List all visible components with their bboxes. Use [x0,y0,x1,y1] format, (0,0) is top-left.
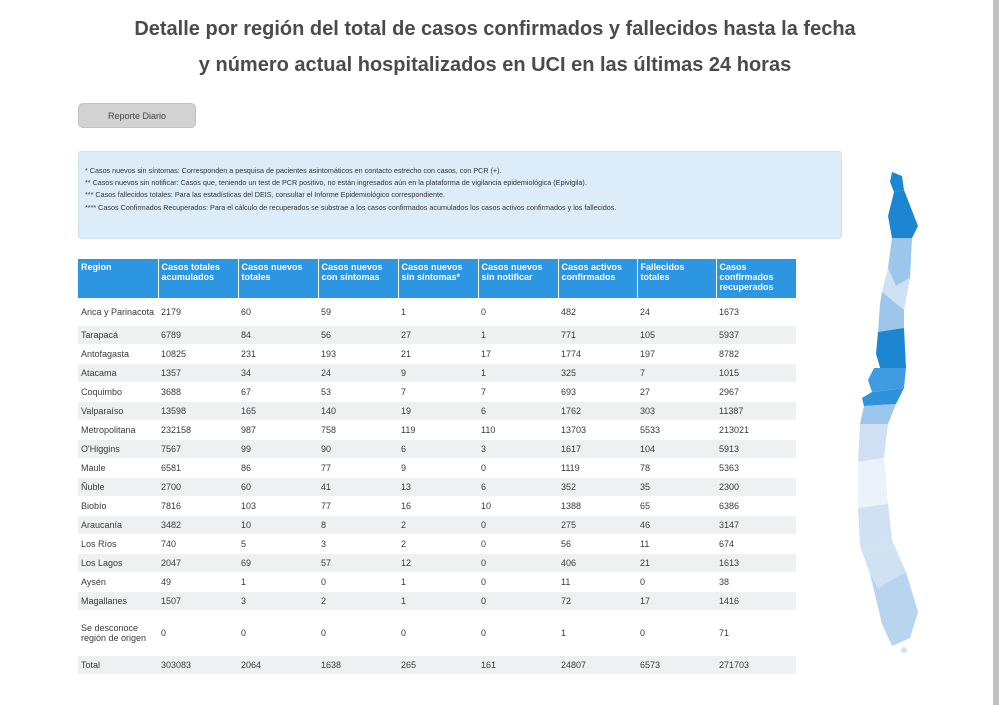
note-unnotified: ** Casos nuevos sin notificar: Casos que, teniendo un test de PCR positivo, no están ingresados aún en la plataforma de vigilancia epidemiológica (Epivigila). [85,178,587,188]
value-cell: 71 [716,611,796,656]
value-cell: 0 [478,516,558,535]
value-cell: 24 [637,298,716,326]
region-name-cell: Los Ríos [78,535,158,554]
table-row [78,592,796,611]
value-cell: 197 [637,345,716,364]
value-cell: 10825 [158,345,238,364]
value-cell: 24807 [558,656,637,675]
value-cell: 13703 [558,421,637,440]
value-cell: 11387 [716,402,796,421]
value-cell: 5363 [716,459,796,478]
value-cell: 60 [238,298,318,326]
table-header-row [78,259,796,298]
table-row [78,364,796,383]
column-header: Fallecidos totales [637,259,716,298]
value-cell: 56 [318,326,398,345]
value-cell: 77 [318,497,398,516]
value-cell: 1617 [558,440,637,459]
value-cell: 5533 [637,421,716,440]
value-cell: 17 [478,345,558,364]
value-cell: 265 [398,656,478,675]
table-row [78,421,796,440]
value-cell: 59 [318,298,398,326]
value-cell: 110 [478,421,558,440]
value-cell: 2 [398,535,478,554]
value-cell: 1015 [716,364,796,383]
map-region-ohiggins [862,388,904,406]
value-cell: 1 [558,611,637,656]
value-cell: 1416 [716,592,796,611]
value-cell: 2 [398,516,478,535]
value-cell: 1 [478,326,558,345]
value-cell: 1 [398,298,478,326]
value-cell: 693 [558,383,637,402]
value-cell: 232158 [158,421,238,440]
region-name-cell: Ñuble [78,478,158,497]
map-region-tarapaca [888,190,918,238]
table-total-row [78,656,796,675]
map-region-arica [890,172,904,192]
table-row [78,383,796,402]
value-cell: 1388 [558,497,637,516]
value-cell: 482 [558,298,637,326]
value-cell: 0 [478,592,558,611]
map-region-valparaiso [876,328,906,374]
value-cell: 3 [478,440,558,459]
value-cell: 0 [238,611,318,656]
value-cell: 352 [558,478,637,497]
region-name-cell: Metropolitana [78,421,158,440]
region-name-cell: Araucanía [78,516,158,535]
value-cell: 325 [558,364,637,383]
value-cell: 1774 [558,345,637,364]
value-cell: 24 [318,364,398,383]
value-cell: 72 [558,592,637,611]
value-cell: 1507 [158,592,238,611]
value-cell: 3147 [716,516,796,535]
value-cell: 9 [398,364,478,383]
notes-panel [78,151,842,239]
map-region-nuble-biobio [858,424,888,462]
value-cell: 7 [478,383,558,402]
value-cell: 0 [478,573,558,592]
map-region-metropolitana [868,368,906,392]
value-cell: 406 [558,554,637,573]
value-cell: 10 [478,497,558,516]
value-cell: 0 [478,298,558,326]
note-deceased: *** Casos fallecidos totales: Para las estadísticas del DEIS, consultar el Informe Epidemiológico correspondiente. [85,190,445,200]
value-cell: 674 [716,535,796,554]
table-row [78,326,796,345]
value-cell: 0 [158,611,238,656]
value-cell: 2179 [158,298,238,326]
value-cell: 56 [558,535,637,554]
value-cell: 6 [398,440,478,459]
value-cell: 9 [398,459,478,478]
region-name-cell: Atacama [78,364,158,383]
value-cell: 7 [637,364,716,383]
value-cell: 99 [238,440,318,459]
value-cell: 987 [238,421,318,440]
chile-regions-map [848,168,928,658]
right-scrollbar[interactable] [993,0,999,705]
region-name-cell: Aysén [78,573,158,592]
value-cell: 2967 [716,383,796,402]
value-cell: 1 [398,592,478,611]
region-name-cell: Biobío [78,497,158,516]
value-cell: 0 [398,611,478,656]
value-cell: 6 [478,478,558,497]
value-cell: 6386 [716,497,796,516]
value-cell: 1357 [158,364,238,383]
value-cell: 84 [238,326,318,345]
column-header: Casos nuevos con síntomas [318,259,398,298]
value-cell: 35 [637,478,716,497]
value-cell: 19 [398,402,478,421]
value-cell: 53 [318,383,398,402]
value-cell: 21 [637,554,716,573]
value-cell: 2700 [158,478,238,497]
value-cell: 1613 [716,554,796,573]
region-name-cell: O'Higgins [78,440,158,459]
table-row [78,611,796,656]
value-cell: 740 [158,535,238,554]
value-cell: 1 [398,573,478,592]
region-name-cell: Maule [78,459,158,478]
table-row [78,516,796,535]
value-cell: 1 [478,364,558,383]
value-cell: 69 [238,554,318,573]
value-cell: 46 [637,516,716,535]
value-cell: 77 [318,459,398,478]
value-cell: 3 [318,535,398,554]
value-cell: 17 [637,592,716,611]
column-header: Casos confirmados recuperados [716,259,796,298]
value-cell: 140 [318,402,398,421]
region-name-cell: Arica y Parinacota [78,298,158,326]
table-row [78,478,796,497]
value-cell: 21 [398,345,478,364]
region-name-cell: Se desconoce región de origen [78,611,158,656]
region-name-cell: Antofagasta [78,345,158,364]
value-cell: 275 [558,516,637,535]
value-cell: 193 [318,345,398,364]
value-cell: 6 [478,402,558,421]
region-name-cell: Valparaíso [78,402,158,421]
value-cell: 41 [318,478,398,497]
value-cell: 161 [478,656,558,675]
value-cell: 771 [558,326,637,345]
value-cell: 3688 [158,383,238,402]
table-row [78,554,796,573]
value-cell: 34 [238,364,318,383]
value-cell: 11 [637,535,716,554]
value-cell: 758 [318,421,398,440]
value-cell: 2064 [238,656,318,675]
value-cell: 49 [158,573,238,592]
value-cell: 5 [238,535,318,554]
value-cell: 5937 [716,326,796,345]
value-cell: 90 [318,440,398,459]
value-cell: 0 [318,611,398,656]
value-cell: 6573 [637,656,716,675]
value-cell: 2047 [158,554,238,573]
value-cell: 0 [478,535,558,554]
value-cell: 10 [238,516,318,535]
value-cell: 78 [637,459,716,478]
table-row [78,440,796,459]
value-cell: 6581 [158,459,238,478]
value-cell: 27 [398,326,478,345]
value-cell: 7816 [158,497,238,516]
value-cell: 165 [238,402,318,421]
note-asymptomatic: * Casos nuevos sin síntomas: Corresponden a pesquisa de pacientes asintomáticos en contacto estrecho con casos, con PCR (+). [85,166,502,175]
map-island-dot [901,647,907,653]
value-cell: 13 [398,478,478,497]
value-cell: 1638 [318,656,398,675]
note-recovered: **** Casos Confirmados Recuperados: Para el cálculo de recuperados se substrae a los casos confirmados acumulados los casos activos confirmados y los fallecidos. [85,202,617,212]
column-header: Casos nuevos sin notificar [478,259,558,298]
value-cell: 0 [318,573,398,592]
value-cell: 13598 [158,402,238,421]
value-cell: 67 [238,383,318,402]
table-row [78,573,796,592]
value-cell: 2300 [716,478,796,497]
value-cell: 0 [478,554,558,573]
column-header: Casos nuevos totales [238,259,318,298]
table-row [78,459,796,478]
value-cell: 7567 [158,440,238,459]
region-name-cell: Tarapacá [78,326,158,345]
daily-report-button[interactable]: Reporte Diario [78,103,196,128]
value-cell: 57 [318,554,398,573]
value-cell: 5913 [716,440,796,459]
value-cell: 3482 [158,516,238,535]
value-cell: 2 [318,592,398,611]
page-title-line-1: Detalle por región del total de casos confirmados y fallecidos hasta la fecha [134,18,856,40]
map-region-maule [860,404,896,424]
value-cell: 213021 [716,421,796,440]
value-cell: 60 [238,478,318,497]
value-cell: 12 [398,554,478,573]
value-cell: 1 [238,573,318,592]
value-cell: 16 [398,497,478,516]
value-cell: 231 [238,345,318,364]
value-cell: 104 [637,440,716,459]
column-header: Casos activos confirmados [558,259,637,298]
value-cell: 11 [558,573,637,592]
value-cell: 105 [637,326,716,345]
value-cell: 0 [637,611,716,656]
value-cell: 303083 [158,656,238,675]
value-cell: 6789 [158,326,238,345]
region-name-cell: Los Lagos [78,554,158,573]
value-cell: 7 [398,383,478,402]
table-row [78,497,796,516]
value-cell: 303 [637,402,716,421]
value-cell: 0 [478,459,558,478]
regional-cases-table [78,259,797,675]
value-cell: 3 [238,592,318,611]
column-header: Casos nuevos sin síntomas* [398,259,478,298]
value-cell: 1673 [716,298,796,326]
table-row [78,345,796,364]
value-cell: 8 [318,516,398,535]
value-cell: 271703 [716,656,796,675]
region-name-cell: Magallanes [78,592,158,611]
value-cell: 119 [398,421,478,440]
region-name-cell: Coquimbo [78,383,158,402]
value-cell: 0 [478,611,558,656]
value-cell: 38 [716,573,796,592]
table-row [78,402,796,421]
map-region-araucania [858,458,888,508]
value-cell: 8782 [716,345,796,364]
value-cell: 65 [637,497,716,516]
table-row [78,535,796,554]
value-cell: 0 [637,573,716,592]
column-header: Casos totales acumulados [158,259,238,298]
table-row [78,298,796,326]
value-cell: 1762 [558,402,637,421]
column-header: Region [78,259,158,298]
value-cell: 27 [637,383,716,402]
value-cell: 1119 [558,459,637,478]
value-cell: 103 [238,497,318,516]
page-title-line-2: y número actual hospitalizados en UCI en las últimas 24 horas [198,54,792,76]
region-name-cell: Total [78,656,158,675]
value-cell: 86 [238,459,318,478]
